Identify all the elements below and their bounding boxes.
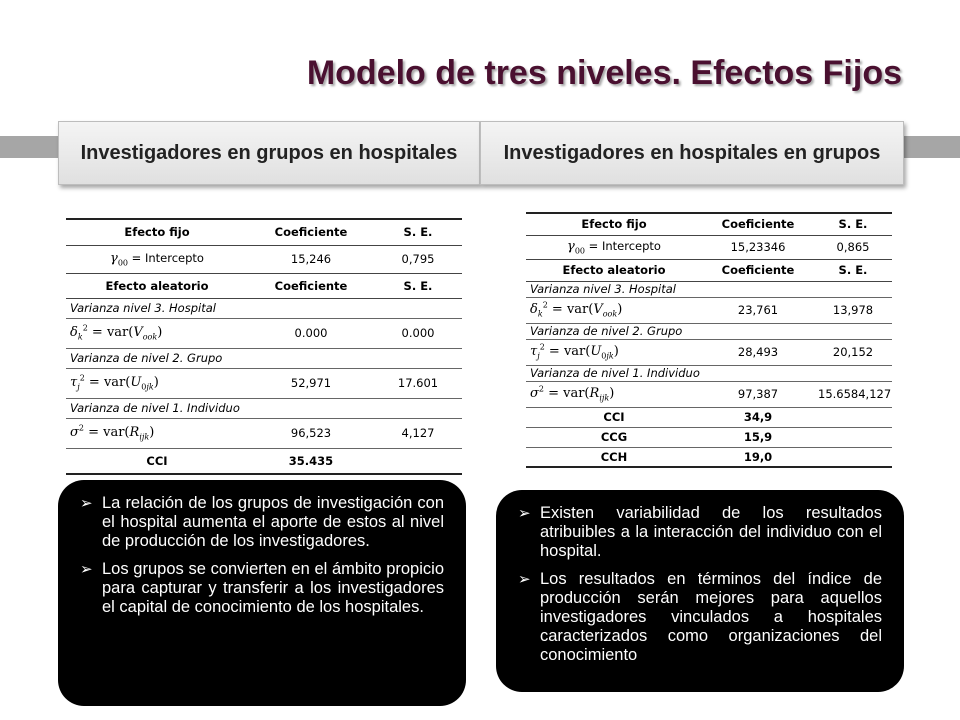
formula-cell: [526, 339, 702, 365]
section-row: [66, 398, 462, 418]
section-label: Varianza nivel 3. Hospital: [66, 298, 462, 318]
cci-value: 34,9: [702, 407, 814, 427]
left-decorative-bar: [0, 136, 58, 158]
section-label: Varianza de nivel 2. Grupo: [66, 348, 462, 368]
list-item: [80, 560, 444, 617]
intercept-label: = Intercepto: [131, 250, 204, 265]
section-row: [526, 281, 892, 297]
bullet-text: Los resultados en términos del índice de producción serán mejores para aquellos investigadores vinculados a hospitales caracterizados como organizaciones del conocimiento: [540, 570, 882, 664]
right-conclusions-box: [496, 490, 904, 692]
table-header-row: [66, 219, 462, 245]
list-item: [80, 494, 444, 551]
variance-formula: $\sigma^2 = var(R_{ijk})$: [70, 424, 155, 442]
se-cell: 13,978: [832, 303, 874, 317]
coef-cell: 0.000: [294, 326, 328, 340]
arrow-bullet-icon: ➢: [518, 505, 531, 522]
coef-cell: 96,523: [290, 426, 332, 440]
gamma-symbol: $\gamma_{00}$: [110, 250, 129, 268]
table-header-row: [526, 259, 892, 281]
arrow-bullet-icon: ➢: [80, 561, 93, 578]
variance-formula: $\delta_k^2 = var(V_{ook})$: [70, 324, 163, 342]
coef-cell: 97,387: [737, 387, 779, 401]
table-row: [526, 339, 892, 365]
table-row: [526, 381, 892, 407]
cci-label: CCI: [66, 448, 248, 474]
se-cell: 15.6584,127: [818, 387, 892, 401]
ccg-label: CCG: [526, 427, 702, 447]
section-row: [66, 298, 462, 318]
coef-cell: 15,246: [290, 252, 332, 266]
list-item: [518, 504, 882, 561]
ccg-value: 15,9: [702, 427, 814, 447]
formula-cell: [66, 418, 248, 448]
formula-cell: [526, 297, 702, 323]
col-header: S. E.: [814, 259, 892, 281]
col-header: S. E.: [374, 273, 462, 298]
list-item: [518, 570, 882, 665]
col-header: Coeficiente: [248, 219, 374, 245]
page-title: Modelo de tres niveles. Efectos Fijos: [306, 54, 902, 92]
empty-cell: [814, 427, 892, 447]
coef-cell: 28,493: [737, 345, 779, 359]
header-left: Investigadores en grupos en hospitales: [58, 121, 480, 185]
empty-cell: [374, 448, 462, 474]
arrow-bullet-icon: ➢: [80, 495, 93, 512]
table-row: [526, 297, 892, 323]
col-header: Coeficiente: [702, 259, 814, 281]
header-right: Investigadores en hospitales en grupos: [480, 121, 904, 185]
formula-cell: [66, 318, 248, 348]
section-row: [526, 365, 892, 381]
col-header: Efecto aleatorio: [526, 259, 702, 281]
col-header: S. E.: [814, 213, 892, 235]
right-decorative-bar: [904, 136, 960, 158]
section-row: [66, 348, 462, 368]
section-label: Varianza de nivel 1. Individuo: [526, 365, 892, 381]
se-cell: 0,865: [836, 240, 870, 254]
coef-cell: 52,971: [290, 376, 332, 390]
empty-cell: [814, 407, 892, 427]
table-row: [66, 245, 462, 273]
se-cell: 17.601: [397, 376, 439, 390]
formula-cell: [66, 368, 248, 398]
variance-formula: $\delta_k^2 = var(V_{ook})$: [530, 301, 623, 319]
intercept-label: = Intercepto: [588, 238, 661, 253]
table-row: [66, 448, 462, 474]
bullet-text: Los grupos se convierten en el ámbito propicio para capturar y transferir a los investigadores el capital de conocimiento de los hospitales.: [102, 560, 444, 616]
section-label: Varianza de nivel 1. Individuo: [66, 398, 462, 418]
coef-cell: 15,23346: [730, 240, 786, 254]
fixed-effect-cell: [66, 245, 248, 273]
cch-label: CCH: [526, 447, 702, 467]
col-header: Coeficiente: [702, 213, 814, 235]
col-header: Coeficiente: [248, 273, 374, 298]
fixed-effect-cell: [526, 235, 702, 259]
coef-cell: 23,761: [737, 303, 779, 317]
table-row: [526, 447, 892, 467]
table-row: [66, 318, 462, 348]
section-row: [526, 323, 892, 339]
table-row: [66, 418, 462, 448]
col-header: Efecto fijo: [526, 213, 702, 235]
variance-formula: $\sigma^2 = var(R_{ijk})$: [530, 385, 615, 403]
table-header-row: [526, 213, 892, 235]
formula-cell: [526, 381, 702, 407]
table-row: [66, 368, 462, 398]
bullet-text: La relación de los grupos de investigación con el hospital aumenta el aporte de estos al nivel de producción de los investigadores.: [102, 494, 444, 550]
col-header: Efecto aleatorio: [66, 273, 248, 298]
cch-value: 19,0: [702, 447, 814, 467]
arrow-bullet-icon: ➢: [518, 571, 531, 588]
se-cell: 20,152: [832, 345, 874, 359]
right-results-table: [526, 212, 892, 468]
left-conclusions-box: [58, 480, 466, 706]
section-label: Varianza de nivel 2. Grupo: [526, 323, 892, 339]
col-header: Efecto fijo: [66, 219, 248, 245]
cci-label: CCI: [526, 407, 702, 427]
variance-formula: $\tau_j^2 = var(U_{0jk})$: [70, 374, 159, 392]
se-cell: 0.000: [401, 326, 435, 340]
se-cell: 4,127: [401, 426, 435, 440]
gamma-symbol: $\gamma_{00}$: [567, 238, 586, 256]
variance-formula: $\tau_j^2 = var(U_{0jk})$: [530, 343, 619, 361]
cci-value: 35.435: [248, 448, 374, 474]
empty-cell: [814, 447, 892, 467]
bullet-text: Existen variabilidad de los resultados atribuibles a la interacción del individuo con el hospital.: [540, 504, 882, 560]
table-header-row: [66, 273, 462, 298]
table-row: [526, 427, 892, 447]
table-row: [526, 235, 892, 259]
section-label: Varianza nivel 3. Hospital: [526, 281, 892, 297]
se-cell: 0,795: [401, 252, 435, 266]
col-header: S. E.: [374, 219, 462, 245]
table-row: [526, 407, 892, 427]
left-results-table: [66, 218, 462, 475]
